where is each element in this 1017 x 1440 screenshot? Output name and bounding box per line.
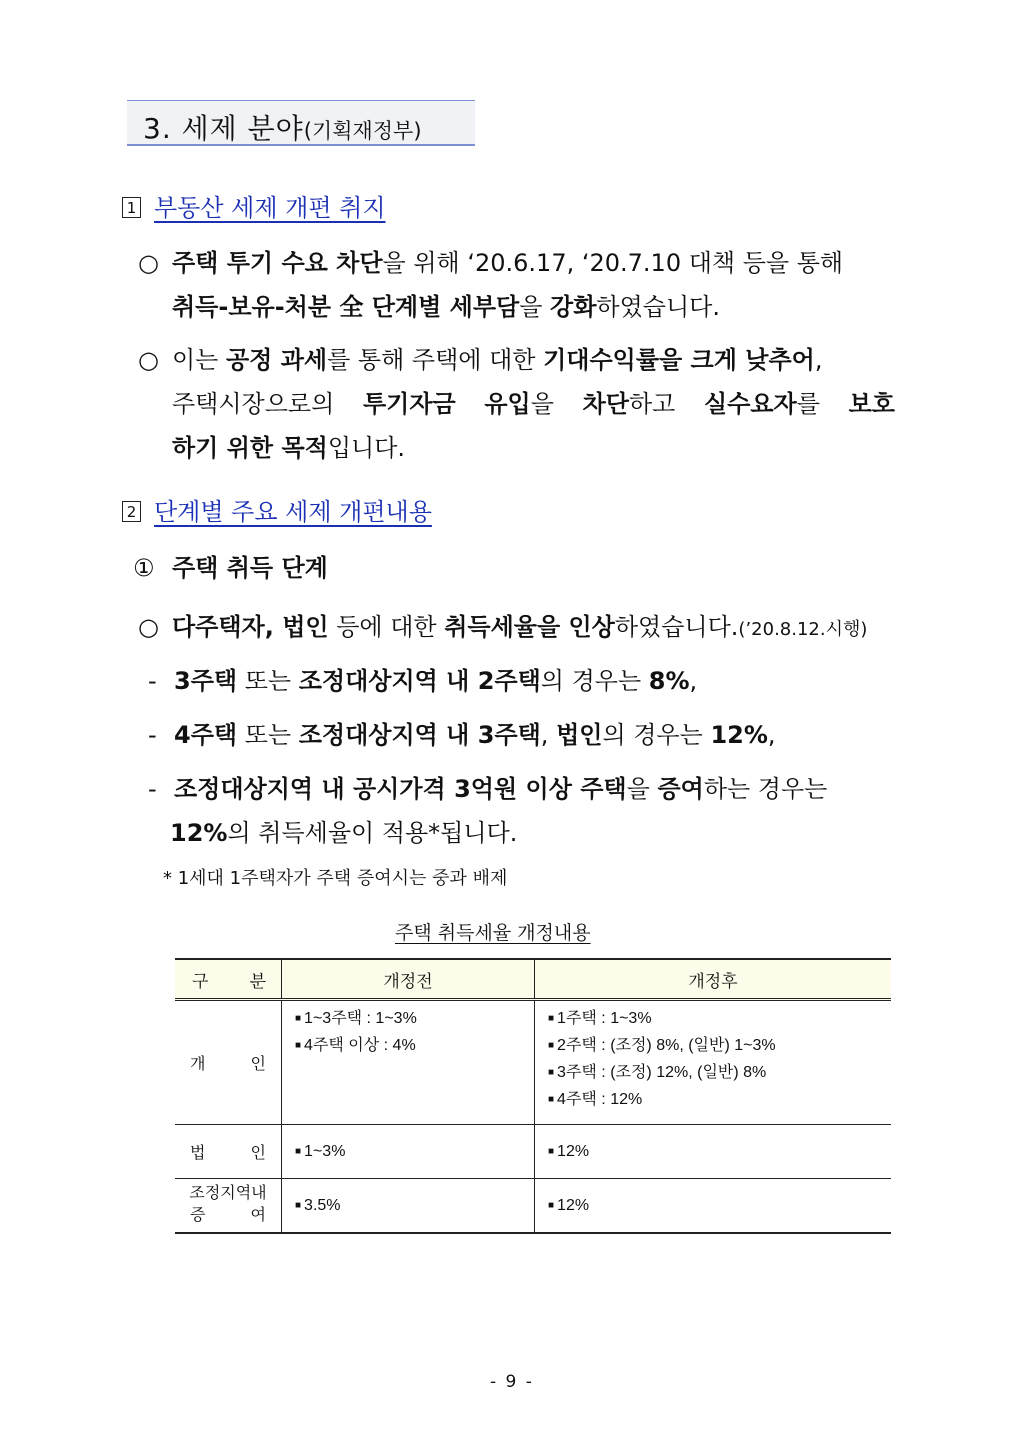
tax-rate-table	[175, 958, 891, 1234]
paragraph-2: ○ 이는 공정 과세를 통해 주택에 대한 기대수익률을 크게 낮추어, 주택시장으로의 투기자금 유입을 차단하고 실수요자를 보호 하기 위한 목적입니다.	[138, 338, 895, 470]
circle-bullet-icon: ○	[138, 249, 159, 277]
table-row	[175, 1179, 891, 1233]
table-row	[175, 1125, 891, 1179]
heading-label: 단계별 주요 세제 개편내용	[154, 498, 432, 526]
header-category: 구 분	[175, 959, 282, 1000]
footnote: * 1세대 1주택자가 주택 증여시는 중과 배제	[163, 868, 508, 889]
cell-before: ■ 3.5%	[282, 1179, 535, 1233]
table-header-row	[175, 959, 891, 1000]
dash-item-1: - 3주택 또는 조정대상지역 내 2주택의 경우는 8%,	[148, 667, 698, 695]
page-number: - 9 -	[490, 1372, 534, 1392]
paragraph-3: ○ 다주택자, 법인 등에 대한 취득세율을 인상하였습니다.(’20.8.12.시행)	[138, 605, 867, 652]
heading-label: 부동산 세제 개편 취지	[154, 194, 386, 222]
circled-number: ①	[133, 554, 155, 582]
cell-after: ■ 12%	[535, 1125, 892, 1179]
paragraph-1: ○ 주택 투기 수요 차단을 위해 ‘20.6.17, ‘20.7.10 대책 등을 통해 취득-보유-처분 全 단계별 세부담을 강화하였습니다.	[138, 241, 843, 329]
table-row	[175, 1000, 891, 1125]
heading-changes	[122, 492, 432, 527]
header-after: 개정후	[535, 959, 892, 1000]
heading-number-box: 1	[122, 197, 141, 218]
cell-after: ■ 1주택 : 1~3% ■ 2주택 : (조정) 8%, (일반) 1~3% ■ 3주택 : (조정) 12%, (일반) 8% ■ 4주택 : 12%	[535, 1000, 892, 1125]
row-label-individual: 개 인	[175, 1000, 282, 1125]
cell-after: ■ 12%	[535, 1179, 892, 1233]
header-before: 개정전	[282, 959, 535, 1000]
circle-bullet-icon: ○	[138, 613, 159, 641]
row-label-gift: 조정지역내 증 여	[175, 1179, 282, 1233]
dash-item-3: - 조정대상지역 내 공시가격 3억원 이상 주택을 증여하는 경우는 12%의 취득세율이 적용*됩니다.	[148, 775, 828, 847]
subheading-acquisition: ① 주택 취득 단계	[133, 546, 328, 590]
section-title: 3. 세제 분야	[143, 112, 304, 145]
heading-purpose	[122, 188, 386, 223]
dash-item-2: - 4주택 또는 조정대상지역 내 3주택, 법인의 경우는 12%,	[148, 721, 776, 749]
section-dept: (기획재정부)	[303, 119, 422, 143]
section-title-box	[127, 100, 475, 146]
circle-bullet-icon: ○	[138, 346, 159, 374]
row-label-corporation: 법 인	[175, 1125, 282, 1179]
cell-before: ■ 1~3%	[282, 1125, 535, 1179]
heading-number-box: 2	[122, 501, 141, 522]
table-caption: 주택 취득세율 개정내용	[395, 922, 591, 944]
cell-before: ■ 1~3주택 : 1~3% ■ 4주택 이상 : 4%	[282, 1000, 535, 1125]
